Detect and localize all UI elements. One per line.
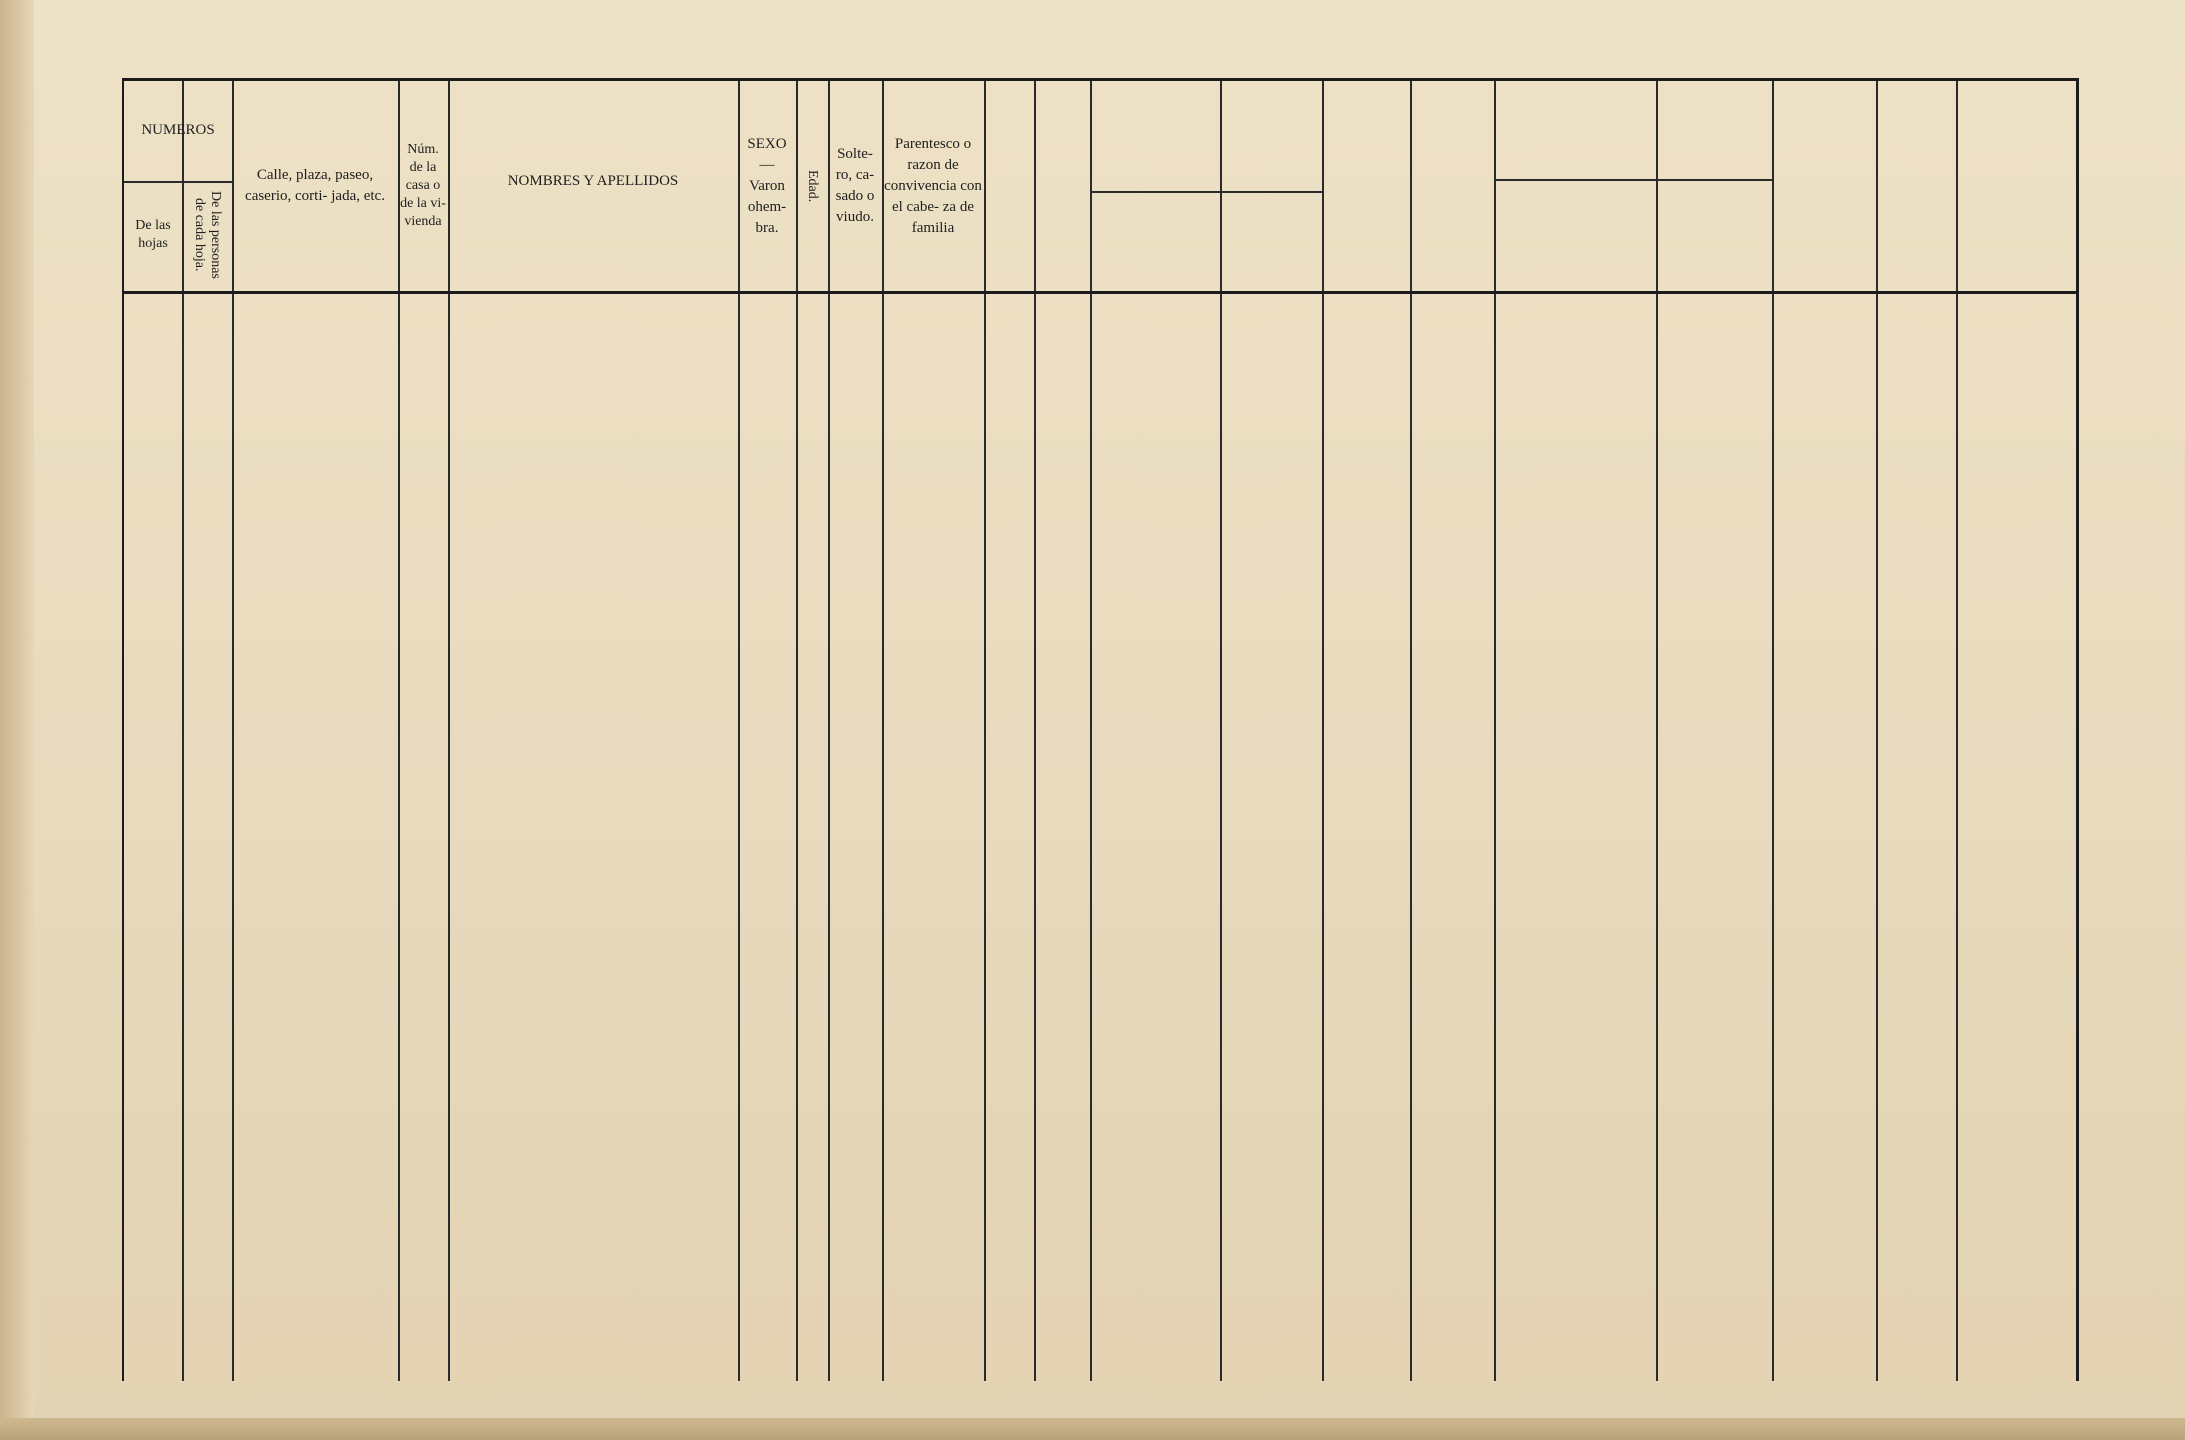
numeros-subrule (124, 181, 232, 183)
col-divider (1494, 81, 1496, 1381)
binding-fold (0, 0, 34, 1440)
residencia-subrule (1494, 179, 1772, 181)
col-divider (1220, 81, 1222, 1381)
col-divider (796, 81, 798, 1381)
col-divider (1876, 81, 1878, 1381)
col-divider (398, 81, 400, 1381)
header-bottom-rule (124, 291, 2076, 294)
col-divider (1772, 81, 1774, 1381)
census-table (122, 78, 2079, 1381)
naturaleza-subrule (1090, 191, 1322, 193)
col-divider (738, 81, 740, 1381)
header-calle: Calle, plaza, paseo, caserio, corti- jada, etc. (245, 167, 385, 204)
col-divider (1034, 81, 1036, 1381)
page-bottom-edge (0, 1418, 2185, 1440)
header-num-casa: Núm. de la casa o de la vi- vienda (400, 142, 446, 229)
header-edad: Edad. (805, 169, 820, 203)
header-soltero: Solte- ro, ca- sado o viudo. (835, 146, 875, 225)
header-de-las-personas: De las personas de cada hoja. (192, 191, 223, 279)
header-sexo: SEXO — Varon ohem- bra. (747, 135, 787, 236)
col-divider (1322, 81, 1324, 1381)
col-divider (1656, 81, 1658, 1381)
col-divider (448, 81, 450, 1381)
header-nombres: NOMBRES Y APELLIDOS (507, 172, 679, 189)
col-divider (828, 81, 830, 1381)
header-numeros: NUMEROS (141, 121, 215, 138)
header-de-las-hojas: De las hojas (135, 218, 171, 251)
col-divider (1410, 81, 1412, 1381)
col-divider (232, 81, 234, 1381)
col-divider (1090, 81, 1092, 1381)
col-divider (1956, 81, 1958, 1381)
header-parentesco: Parentesco o razon de convivencia con el cabe- za de familia (884, 135, 982, 236)
col-divider (984, 81, 986, 1381)
